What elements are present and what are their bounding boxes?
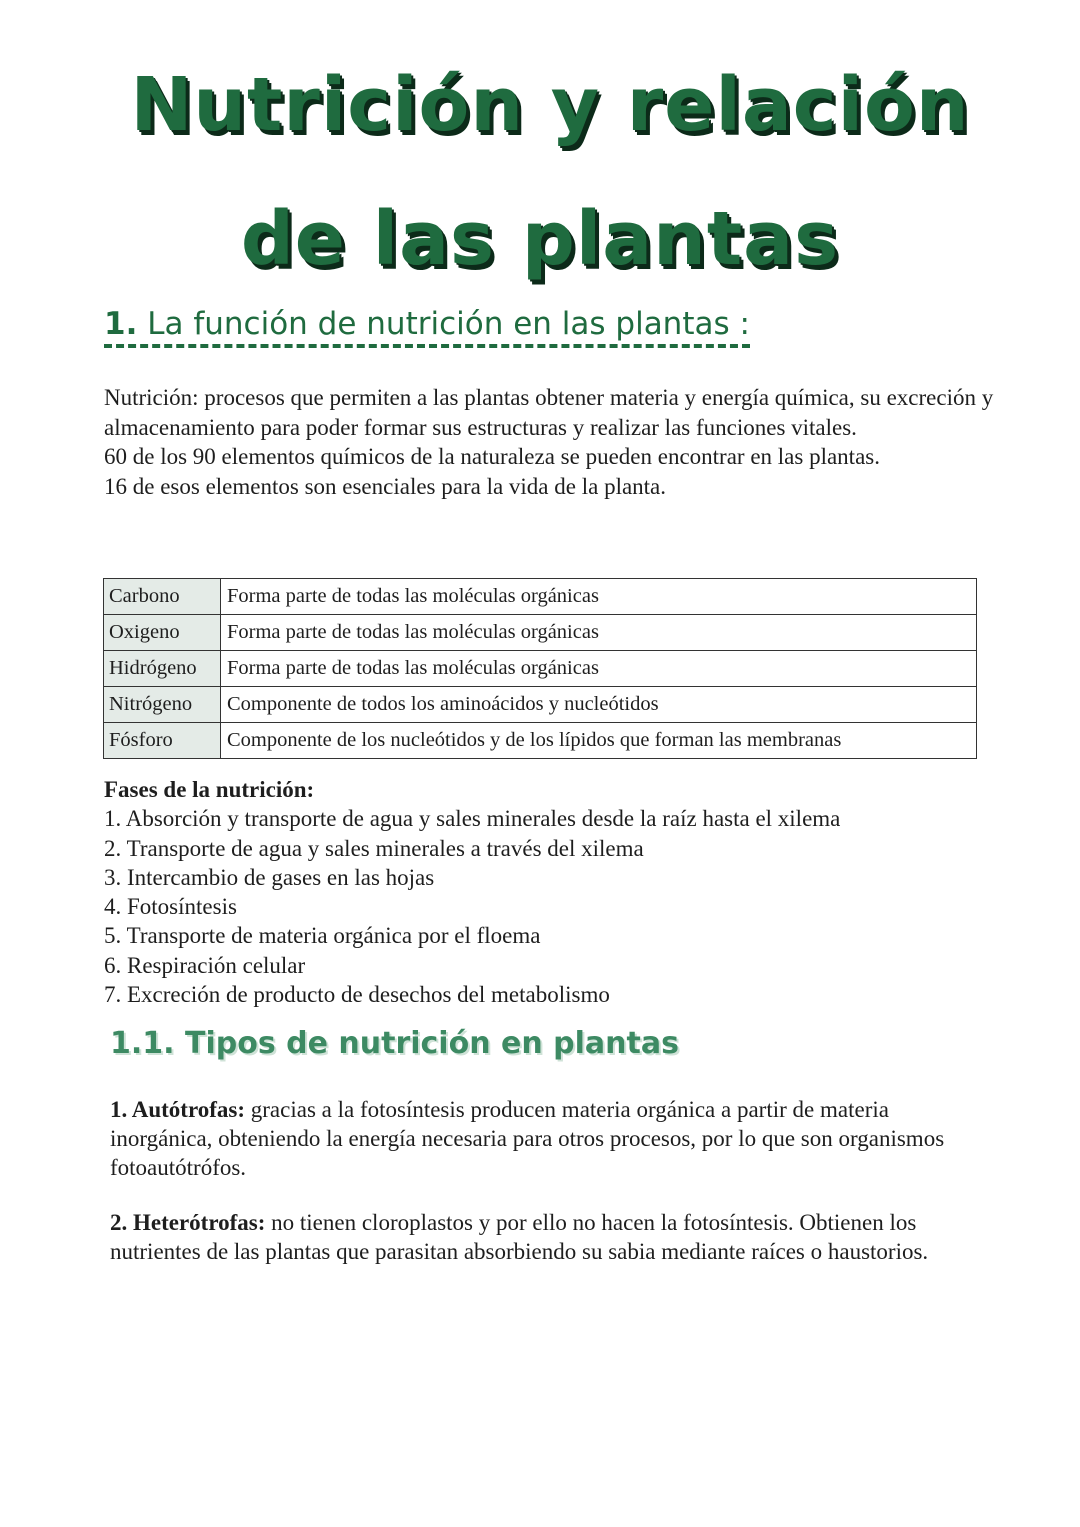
- element-description-cell: Forma parte de todas las moléculas orgánicas: [221, 651, 977, 687]
- type-label: 2. Heterótrofas:: [110, 1210, 266, 1235]
- intro-paragraph: 16 de esos elementos son esenciales para la vida de la planta.: [104, 473, 667, 499]
- list-item: 2. Transporte de agua y sales minerales a través del xilema: [104, 835, 644, 861]
- intro-paragraph: 60 de los 90 elementos químicos de la naturaleza se pueden encontrar en las plantas.: [104, 444, 880, 469]
- section-1-heading-text: La función de nutrición en las plantas :: [147, 306, 750, 342]
- list-item: 6. Respiración celular: [104, 952, 306, 978]
- section-1-number: 1.: [104, 306, 138, 342]
- page-title-line-2: de las plantas: [240, 196, 840, 282]
- list-item: 7. Excreción de producto de desechos del metabolismo: [104, 982, 610, 1008]
- nutrition-type-autotrophs: [110, 1095, 990, 1182]
- element-name-cell: Fósforo: [104, 723, 221, 759]
- nutrition-type-heterotrophs: [110, 1208, 990, 1266]
- list-item: 5. Transporte de materia orgánica por el floema: [104, 923, 541, 949]
- section-1-1-heading: 1.1. Tipos de nutrición en plantas: [110, 1026, 679, 1061]
- phases-list: [104, 804, 1004, 1009]
- elements-table: [103, 578, 977, 759]
- type-label: 1. Autótrofas:: [110, 1097, 246, 1122]
- table-row: [104, 579, 977, 615]
- element-description-cell: Componente de todos los aminoácidos y nucleótidos: [221, 687, 977, 723]
- table-row: [104, 687, 977, 723]
- element-name-cell: Nitrógeno: [104, 687, 221, 723]
- element-description-cell: Componente de los nucleótidos y de los lípidos que forman las membranas: [221, 723, 977, 759]
- table-row: [104, 651, 977, 687]
- element-name-cell: Carbono: [104, 579, 221, 615]
- element-name-cell: Oxigeno: [104, 615, 221, 651]
- section-1-heading: [104, 306, 750, 348]
- element-description-cell: Forma parte de todas las moléculas orgánicas: [221, 579, 977, 615]
- table-row: [104, 615, 977, 651]
- nutrition-phases: [104, 775, 1004, 1009]
- element-description-cell: Forma parte de todas las moléculas orgánicas: [221, 615, 977, 651]
- type-text: no tienen cloroplastos y por ello no hacen la fotosíntesis. Obtienen los nutrientes de las plantas que parasitan absorbiendo su sabia mediante raíces o haustorios.: [110, 1210, 929, 1264]
- phases-title: Fases de la nutrición:: [104, 777, 315, 802]
- list-item: 3. Intercambio de gases en las hojas: [104, 864, 435, 890]
- list-item: 4. Fotosíntesis: [104, 894, 237, 920]
- intro-paragraphs: [104, 383, 994, 501]
- page-title-line-1: Nutrición y relación: [130, 62, 970, 148]
- list-item: 1. Absorción y transporte de agua y sales minerales desde la raíz hasta el xilema: [104, 806, 841, 832]
- intro-paragraph: Nutrición: procesos que permiten a las plantas obtener materia y energía química, su excreción y almacenamiento para poder formar sus estructuras y realizar las funciones vitales.: [104, 385, 994, 440]
- element-name-cell: Hidrógeno: [104, 651, 221, 687]
- table-row: [104, 723, 977, 759]
- type-text: gracias a la fotosíntesis producen materia orgánica a partir de materia inorgánica, obteniendo la energía necesaria para otros procesos, por lo que son organismos fotoautótrófos.: [110, 1097, 945, 1180]
